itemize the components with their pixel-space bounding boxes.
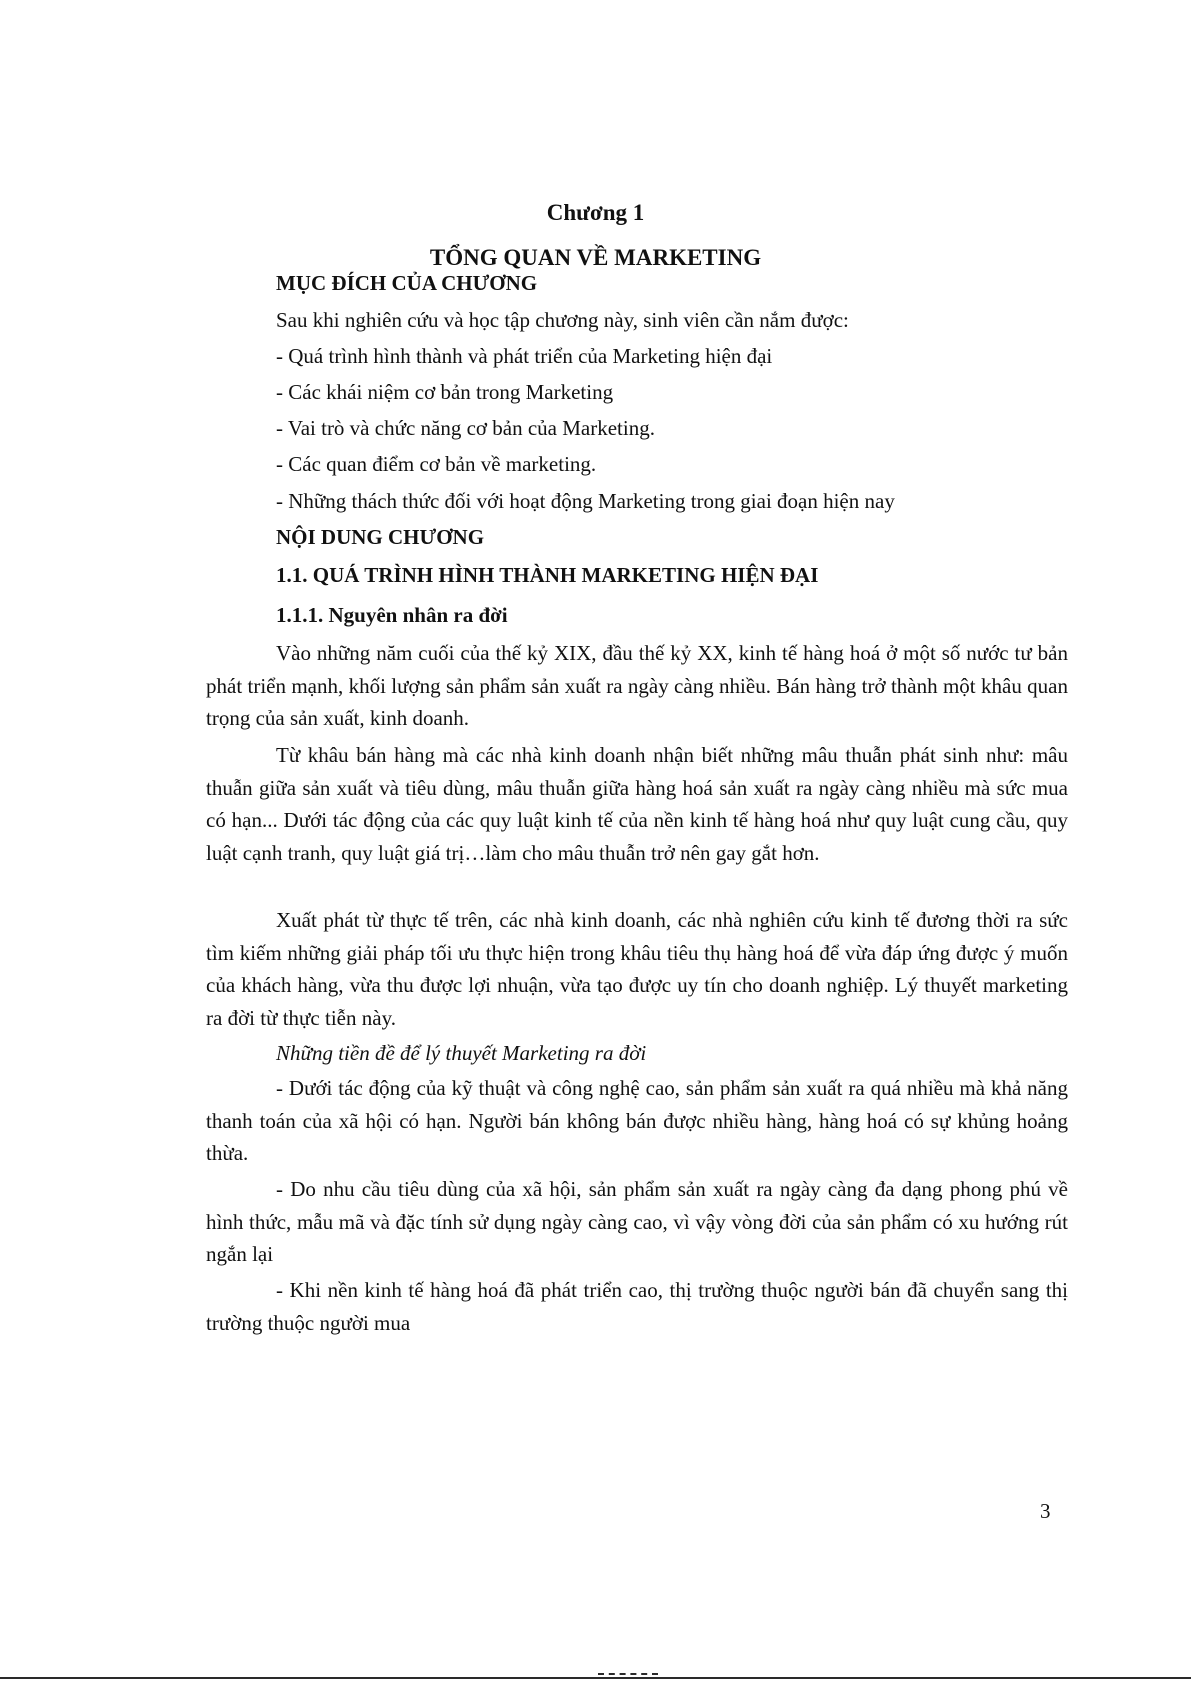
premise-paragraph: - Dưới tác động của kỹ thuật và công nghệ cao, sản phẩm sản xuất ra quá nhiều mà khả năng thanh toán của xã hội có hạn. Người bán không bán được nhiều hàng, hàng hoá có sự khủng hoảng thừa.	[206, 1076, 1068, 1166]
objective-item: - Những thách thức đối với hoạt động Marketing trong giai đoạn hiện nay	[276, 489, 895, 513]
section-heading: 1.1. QUÁ TRÌNH HÌNH THÀNH MARKETING HIỆN ĐẠI	[276, 563, 819, 587]
page-number: 3	[1040, 1499, 1051, 1523]
page-bottom-rule	[0, 1677, 1191, 1679]
premise-paragraph: - Khi nền kinh tế hàng hoá đã phát triển cao, thị trường thuộc người bán đã chuyển sang thị trường thuộc người mua	[206, 1278, 1068, 1335]
content-heading: NỘI DUNG CHƯƠNG	[276, 525, 485, 549]
body-paragraph: Từ khâu bán hàng mà các nhà kinh doanh nhận biết những mâu thuẫn phát sinh như: mâu thuẫn giữa sản xuất và tiêu dùng, mâu thuẫn giữa hàng hoá sản xuất ra ngày càng nhiều mà sức mua có hạn... Dưới tác động của các quy luật kinh tế của nền kinh tế hàng hoá như quy luật cung cầu, quy luật cạnh tranh, quy luật giá trị…làm cho mâu thuẫn trở nên gay gắt hơn.	[206, 743, 1068, 865]
chapter-number: Chương 1	[546, 200, 645, 225]
subsection-heading: 1.1.1. Nguyên nhân ra đời	[276, 603, 508, 627]
objectives-intro: Sau khi nghiên cứu và học tập chương này, sinh viên cần nắm được:	[276, 308, 849, 332]
objective-item: - Các quan điểm cơ bản về marketing.	[276, 452, 597, 476]
objectives-heading: MỤC ĐÍCH CỦA CHƯƠNG	[276, 271, 538, 295]
objective-item: - Các khái niệm cơ bản trong Marketing	[276, 380, 614, 404]
chapter-title: TỔNG QUAN VỀ MARKETING	[429, 245, 762, 270]
body-paragraph: Xuất phát từ thực tế trên, các nhà kinh doanh, các nhà nghiên cứu kinh tế đương thời ra sức tìm kiếm những giải pháp tối ưu thực hiện trong khâu tiêu thụ hàng hoá để vừa đáp ứng được ý muốn của khách hàng, vừa thu được lợi nhuận, vừa tạo được uy tín cho doanh nghiệp. Lý thuyết marketing ra đời từ thực tiễn này.	[206, 908, 1068, 1030]
objective-item: - Quá trình hình thành và phát triển của Marketing hiện đại	[276, 344, 773, 368]
objective-item: - Vai trò và chức năng cơ bản của Marketing.	[276, 416, 655, 440]
premises-heading: Những tiền đề để lý thuyết Marketing ra đời	[276, 1041, 647, 1065]
body-paragraph: Vào những năm cuối của thế kỷ XIX, đầu thế kỷ XX, kinh tế hàng hoá ở một số nước tư bản phát triển mạnh, khối lượng sản phẩm sản xuất ra ngày càng nhiều. Bán hàng trở thành một khâu quan trọng của sản xuất, kinh doanh.	[206, 641, 1068, 731]
premise-paragraph: - Do nhu cầu tiêu dùng của xã hội, sản phẩm sản xuất ra ngày càng đa dạng phong phú về hình thức, mẫu mã và đặc tính sử dụng ngày càng cao, vì vậy vòng đời của sản phẩm có xu hướng rút ngắn lại	[206, 1177, 1068, 1267]
